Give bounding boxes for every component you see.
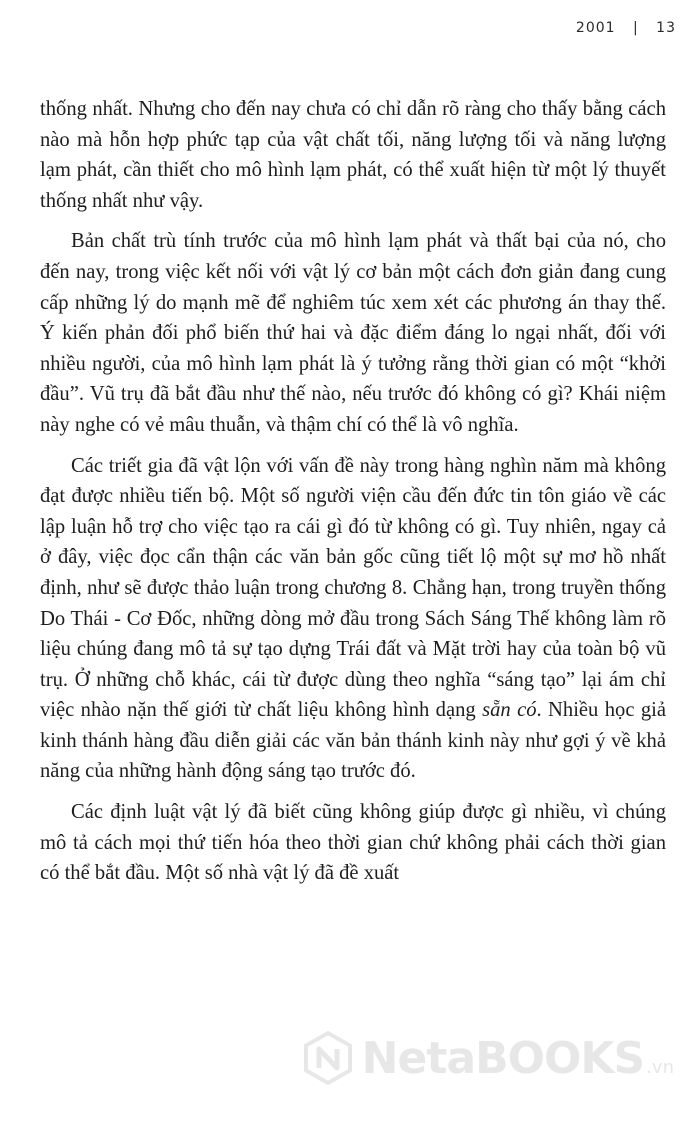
paragraph-text: thống nhất. Nhưng cho đến nay chưa có chỉ dẫn rõ ràng cho thấy bằng cách nào mà hỗn hợp phức tạp của vật chất tối, năng lượng tối và năng lượng lạm phát, cần thiết cho mô hình lạm phát, có thể xuất hiện từ một lý thuyết thống nhất như vậy.	[40, 98, 666, 212]
paragraph	[40, 226, 666, 440]
watermark-suffix: .vn	[646, 1057, 674, 1078]
paragraph	[40, 797, 666, 889]
paragraph-text: . Nhiều học giả kinh thánh hàng đầu diễn giải các văn bản thánh kinh này như gợi ý về khả năng của những hành động sáng tạo trước đó.	[40, 699, 666, 783]
netabooks-logo-icon	[300, 1030, 356, 1086]
watermark-brand: NetaBOOKS	[361, 1032, 645, 1084]
paragraph	[40, 94, 666, 216]
watermark	[300, 1030, 674, 1086]
paragraph-text: Các triết gia đã vật lộn với vấn đề này trong hàng nghìn năm mà không đạt được nhiều tiến bộ. Một số người viện cầu đến đức tin tôn giáo về các lập luận hỗ trợ cho việc tạo ra cái gì đó từ không có gì. Tuy nhiên, ngay cả ở đây, việc đọc cẩn thận các văn bản gốc cũng tiết lộ một sự mơ hồ nhất định, như sẽ được thảo luận trong chương 8. Chẳng hạn, trong truyền thống Do Thái - Cơ Đốc, những dòng mở đầu trong Sách Sáng Thế không làm rõ liệu chúng đang mô tả sự tạo dựng Trái đất và Mặt trời hay của toàn bộ vũ trụ. Ở những chỗ khác, cái từ được dùng theo nghĩa “sáng tạo” lại ám chỉ việc nhào nặn thế giới từ chất liệu không hình dạng	[40, 454, 666, 722]
paragraph	[40, 451, 666, 788]
page-number: 13	[656, 20, 676, 36]
emphasis-text: sẵn có	[482, 699, 537, 722]
paragraph-text: Các định luật vật lý đã biết cũng không giúp được gì nhiều, vì chúng mô tả cách mọi thứ tiến hóa theo thời gian chứ không phải cách thời gian có thể bắt đầu. Một số nhà vật lý đã đề xuất	[40, 801, 666, 885]
running-title: 2001	[575, 20, 616, 36]
body-text	[40, 94, 666, 889]
running-header	[576, 20, 676, 36]
header-separator: |	[633, 20, 639, 36]
paragraph-text: Bản chất trù tính trước của mô hình lạm phát và thất bại của nó, cho đến nay, trong việc kết nối với vật lý cơ bản một cách đơn giản đang cung cấp những lý do mạnh mẽ để nghiêm túc xem xét các phương án thay thế. Ý kiến phản đối phổ biến thứ hai và đặc điểm đáng lo ngại nhất, đối với nhiều người, của mô hình lạm phát là ý tưởng rằng thời gian có một “khởi đầu”. Vũ trụ đã bắt đầu như thế nào, nếu trước đó không có gì? Khái niệm này nghe có vẻ mâu thuẫn, và thậm chí có thể là vô nghĩa.	[40, 230, 666, 436]
